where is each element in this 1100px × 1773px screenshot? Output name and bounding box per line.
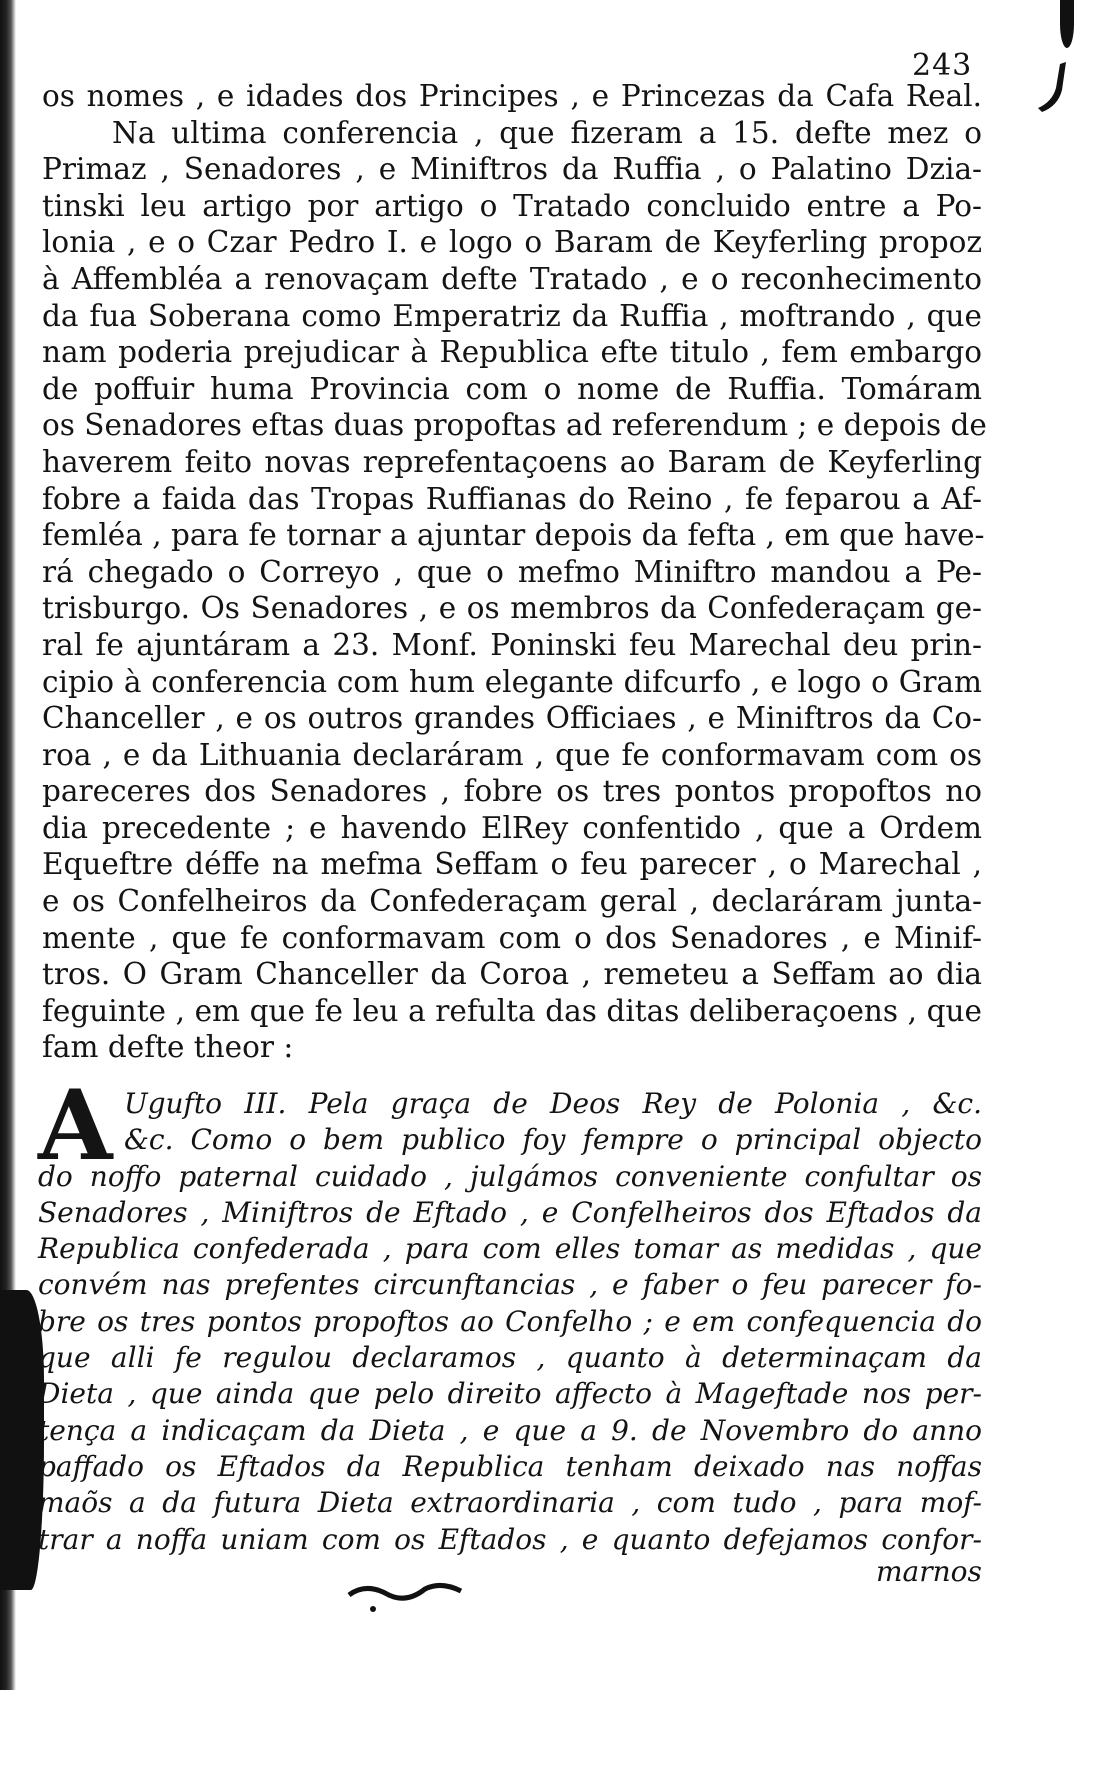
decree-line: Republica confederada , para com elles tomar as medidas , que (38, 1232, 982, 1266)
text-line: Equeftre déffe na mefma Seffam o feu parecer , o Marechal , (42, 847, 982, 882)
text-line: lonia , e o Czar Pedro I. e logo o Baram de Keyferling propoz (42, 225, 982, 260)
text-line: haverem feito novas reprefentaçoens ao Baram de Keyferling (42, 444, 982, 479)
text-line: da fua Soberana como Emperatriz da Ruffia , moftrando , que (42, 298, 982, 333)
text-line: os nomes , e idades dos Principes , e Princezas da Cafa Real. (42, 79, 982, 113)
text-line: dia precedente ; e havendo ElRey confentido , que a Ordem (42, 810, 982, 845)
text-line: e os Confelheiros da Confederaçam geral , declaráram junta- (42, 884, 982, 919)
decree-line: convém nas prefentes circunftancias , e faber o feu parecer fo- (38, 1268, 982, 1302)
decree-line: trar a noffa uniam com os Eftados , e quanto defejamos confor- (38, 1522, 982, 1556)
decree-line: bre os tres pontos propoftos ao Confelho ; e em confequencia do (38, 1304, 982, 1338)
body-text (42, 78, 987, 1066)
drop-cap: A (38, 1069, 113, 1182)
text-line: ral fe ajuntáram a 23. Monf. Poninski feu Marechal deu prin- (42, 627, 982, 662)
scan-smudge (345, 1575, 465, 1615)
text-line: roa , e da Lithuania declaráram , que fe conformavam com os (42, 737, 982, 772)
text-line: feguinte , em que fe leu a refulta das ditas deliberaçoens , que (42, 993, 982, 1028)
text-line: Chanceller , e os outros grandes Officiaes , e Miniftros da Co- (42, 701, 982, 736)
scan-edge-mark (1060, 0, 1074, 48)
text-line: de poffuir huma Provincia com o nome de Ruffia. Tomáram (42, 371, 982, 406)
decree-line: Senadores , Miniftros de Eftado , e Confelheiros dos Eftados da (38, 1195, 982, 1229)
decree-text (38, 1069, 982, 1558)
decree-line: Dieta , que ainda que pelo direito affecto à Mageftade nos per- (38, 1377, 982, 1411)
text-line: tinski leu artigo por artigo o Tratado concluido entre a Po- (42, 188, 982, 223)
text-line: nam poderia prejudicar à Republica efte titulo , fem embargo (42, 335, 982, 370)
text-line: fam defte theor : (42, 1030, 294, 1065)
text-line: tros. O Gram Chanceller da Coroa , remeteu a Seffam ao dia (42, 957, 982, 992)
text-line: trisburgo. Os Senadores , e os membros da Confederaçam ge- (42, 591, 982, 626)
decree-line: paffado os Eftados da Republica tenham deixado nas noffas (38, 1449, 982, 1483)
text-line: pareceres dos Senadores , fobre os tres pontos propoftos no (42, 774, 982, 809)
scan-margin-mark (1032, 60, 1082, 118)
text-line: à Affembléa a renovaçam defte Tratado , e o reconhecimento (42, 261, 982, 296)
decree-line: que alli fe regulou declaramos , quanto à determinaçam da (38, 1341, 982, 1375)
decree-line: Ugufto III. Pela graça de Deos Rey de Polonia , &c. (124, 1087, 982, 1120)
page-number: 243 (912, 48, 973, 83)
decree-line: do noffo paternal cuidado , julgámos conveniente confultar os (38, 1159, 982, 1193)
text-line: rá chegado o Correyo , que o mefmo Miniftro mandou a Pe- (42, 554, 982, 589)
decree-line: tença a indicaçam da Dieta , e que a 9. de Novembro do anno (38, 1413, 982, 1447)
text-line: os Senadores eftas duas propoftas ad referendum ; e depois de (42, 408, 987, 443)
catchword: marnos (876, 1555, 982, 1588)
decree-line: &c. Como o bem publico foy fempre o principal objecto (124, 1123, 982, 1157)
text-line: Na ultima conferencia , que fizeram a 15. defte mez o (112, 115, 982, 150)
text-line: fobre a faida das Tropas Ruffianas do Reino , fe feparou a Af- (42, 481, 982, 516)
text-line: mente , que fe conformavam com o dos Senadores , e Minif- (42, 920, 982, 955)
text-line: Primaz , Senadores , e Miniftros da Ruffia , o Palatino Dzia- (42, 152, 982, 187)
text-line: femléa , para fe tornar a ajuntar depois da fefta , em que have- (42, 518, 985, 553)
decree-line: maõs a da futura Dieta extraordinaria , com tudo , para mof- (38, 1486, 982, 1520)
text-line: cipio à conferencia com hum elegante difcurfo , e logo o Gram (42, 664, 982, 699)
